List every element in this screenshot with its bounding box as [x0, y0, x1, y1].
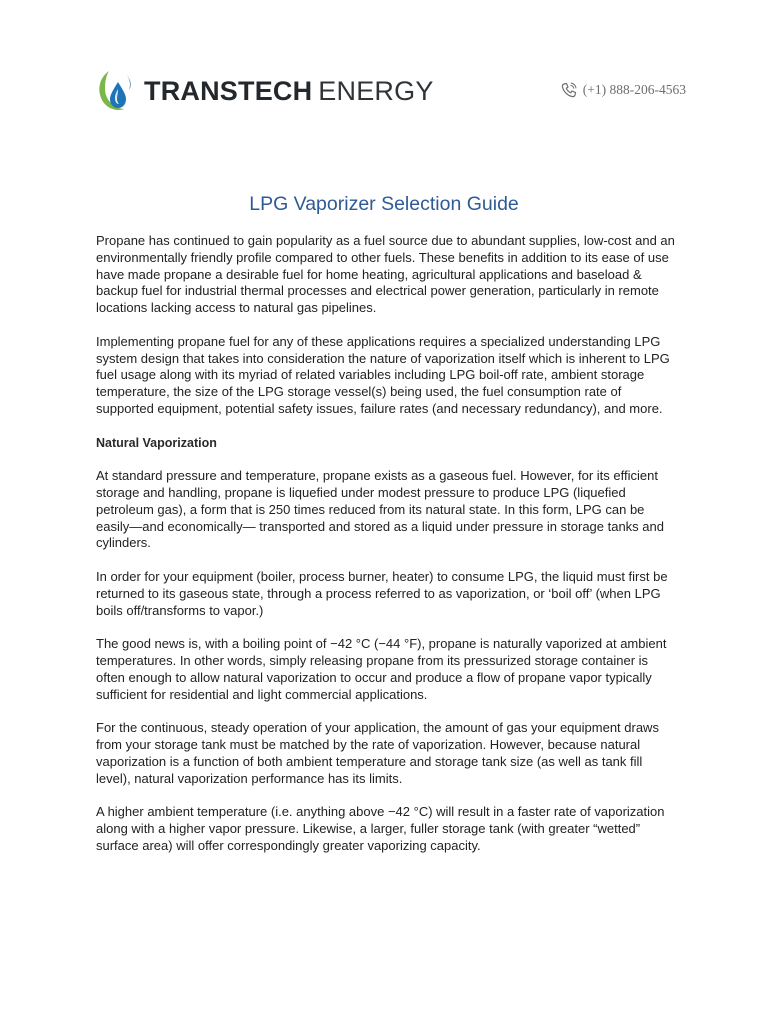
phone-number[interactable]: (+1) 888-206-4563: [582, 82, 686, 97]
paragraph-good-news: The good news is, with a boiling point of −42 °C (−44 °F), propane is naturally vaporized at ambient temperatures. In other words, simply releasing propane from its pressurized storage container is often enough to allow natural vaporization to occur and produce a flow of propane vapor typically sufficient for residential and light commercial applications.: [96, 636, 667, 702]
phone-contact[interactable]: [561, 82, 686, 98]
flame-drop-icon: [96, 68, 138, 112]
section-heading: Natural Vaporization: [96, 435, 217, 450]
company-name-light: ENERGY: [318, 75, 434, 106]
paragraph-intro: Propane has continued to gain popularity as a fuel source due to abundant supplies, low-cost and an environmentally friendly profile compared to other fuels. These benefits in addition to its ease of use have made propane a desirable fuel for home heating, agricultural applications and baseload & backup fuel for industrial thermal processes and electrical power generation, particularly in remote locations lacking access to natural gas pipelines.: [96, 233, 675, 316]
paragraph-implementation: Implementing propane fuel for any of these applications requires a specialized understanding LPG system design that takes into consideration the nature of vaporization itself which is inherent to LPG fuel usage along with its myriad of related variables including LPG boil-off rate, ambient storage temperature, the size of the LPG storage vessel(s) being used, the fuel consumption rate of supported equipment, potential safety issues, failure rates (and necessary redundancy), and more.: [96, 333, 670, 416]
paragraph-higher-temperature: A higher ambient temperature (i.e. anything above −42 °C) will result in a faster rate of vaporization along with a higher vapor pressure. Likewise, a larger, fuller storage tank (with greater “wetted” surface area) will offer correspondingly greater vaporizing capacity.: [96, 804, 665, 853]
paragraph-standard-pressure: At standard pressure and temperature, propane exists as a gaseous fuel. However, for its efficient storage and handling, propane is liquefied under modest pressure to produce LPG (liquefied petroleum gas), a form that is 250 times reduced from its natural state. In this form, LPG can be easily—and economically— transported and stored as a liquid under pressure in storage tanks and cylinders.: [96, 468, 664, 551]
document-body: [96, 233, 676, 871]
company-logo: [96, 68, 434, 112]
paragraph-equipment: In order for your equipment (boiler, process burner, heater) to consume LPG, the liquid must first be returned to its gaseous state, through a process referred to as vaporization, or ‘boil off’ (when LPG boils off/transforms to vapor.): [96, 568, 668, 618]
company-name-bold: TRANSTECH: [144, 75, 313, 106]
page-header: [96, 64, 686, 118]
phone-icon: [561, 82, 577, 98]
page-title: LPG Vaporizer Selection Guide: [249, 193, 519, 215]
paragraph-continuous-operation: For the continuous, steady operation of your application, the amount of gas your equipment draws from your storage tank must be matched by the rate of vaporization. However, because natural vaporization is a function of both ambient temperature and storage tank size (as well as tank fill level), natural vaporization performance has its limits.: [96, 720, 659, 786]
company-name: [144, 76, 434, 107]
